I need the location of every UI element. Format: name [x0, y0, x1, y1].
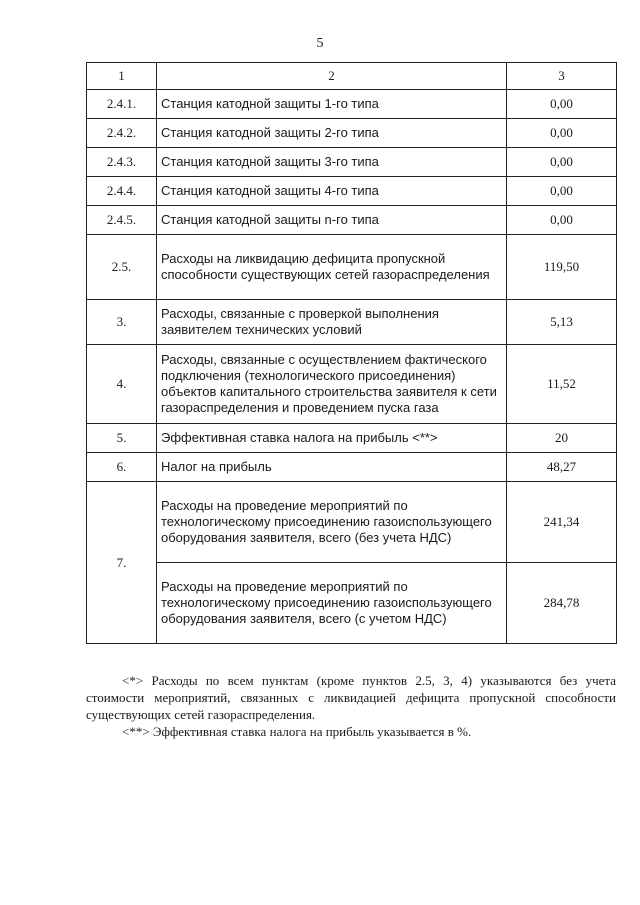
- row-description: Станция катодной защиты 4-го типа: [157, 177, 507, 206]
- row-number: 3.: [87, 300, 157, 345]
- row-value: 0,00: [507, 119, 617, 148]
- row-description: Станция катодной защиты n-го типа: [157, 206, 507, 235]
- row-value: 119,50: [507, 235, 617, 300]
- row-number: 2.4.4.: [87, 177, 157, 206]
- row-number: 2.4.5.: [87, 206, 157, 235]
- table-row: [87, 300, 617, 345]
- row-value: 241,34: [507, 482, 617, 563]
- header-col-1: 1: [87, 63, 157, 90]
- table-row: [87, 206, 617, 235]
- row-number: 4.: [87, 345, 157, 424]
- row-description: Расходы на ликвидацию дефицита пропускной способности существующих сетей газораспределения: [157, 235, 507, 300]
- footnote-1: <*> Расходы по всем пунктам (кроме пунктов 2.5, 3, 4) указываются без учета стоимости мероприятий, связанных с ликвидацией дефицита пропускной способности существующих сетей газораспределения.: [86, 673, 616, 722]
- table-row: [87, 482, 617, 563]
- table-row: [87, 148, 617, 177]
- table-row: [87, 177, 617, 206]
- row-number: 2.5.: [87, 235, 157, 300]
- row-value: 20: [507, 424, 617, 453]
- row-value: 0,00: [507, 206, 617, 235]
- row-description: Станция катодной защиты 3-го типа: [157, 148, 507, 177]
- row-number: 7.: [87, 482, 157, 644]
- header-col-3: 3: [507, 63, 617, 90]
- row-value: 11,52: [507, 345, 617, 424]
- row-value: 5,13: [507, 300, 617, 345]
- table-row: [87, 345, 617, 424]
- row-number: 5.: [87, 424, 157, 453]
- row-description: Расходы, связанные с проверкой выполнения заявителем технических условий: [157, 300, 507, 345]
- row-description: Эффективная ставка налога на прибыль <**>: [157, 424, 507, 453]
- row-value: 0,00: [507, 177, 617, 206]
- footnotes: [86, 672, 616, 740]
- row-value: 0,00: [507, 148, 617, 177]
- row-description: Расходы, связанные с осуществлением фактического подключения (технологического присоединения) объектов капитального строительства заявителя к сети газораспределения и проведением пуска газа: [157, 345, 507, 424]
- row-number: 6.: [87, 453, 157, 482]
- row-number: 2.4.3.: [87, 148, 157, 177]
- row-description: Расходы на проведение мероприятий по технологическому присоединению газоиспользующего оборудования заявителя, всего (с учетом НДС): [157, 563, 507, 644]
- row-description: Налог на прибыль: [157, 453, 507, 482]
- row-description: Станция катодной защиты 2-го типа: [157, 119, 507, 148]
- table-header-row: [87, 63, 617, 90]
- row-value: 0,00: [507, 90, 617, 119]
- cost-table: [86, 62, 617, 644]
- row-number: 2.4.2.: [87, 119, 157, 148]
- table-row: [87, 119, 617, 148]
- table-row: [87, 453, 617, 482]
- page-number: 5: [316, 36, 324, 51]
- table-row: [87, 563, 617, 644]
- table-row: [87, 235, 617, 300]
- row-description: Расходы на проведение мероприятий по технологическому присоединению газоиспользующего оборудования заявителя, всего (без учета НДС): [157, 482, 507, 563]
- header-col-2: 2: [157, 63, 507, 90]
- row-description: Станция катодной защиты 1-го типа: [157, 90, 507, 119]
- row-value: 284,78: [507, 563, 617, 644]
- table-row: [87, 424, 617, 453]
- table-row: [87, 90, 617, 119]
- footnote-2: <**> Эффективная ставка налога на прибыль указывается в %.: [122, 724, 472, 739]
- row-number: 2.4.1.: [87, 90, 157, 119]
- row-value: 48,27: [507, 453, 617, 482]
